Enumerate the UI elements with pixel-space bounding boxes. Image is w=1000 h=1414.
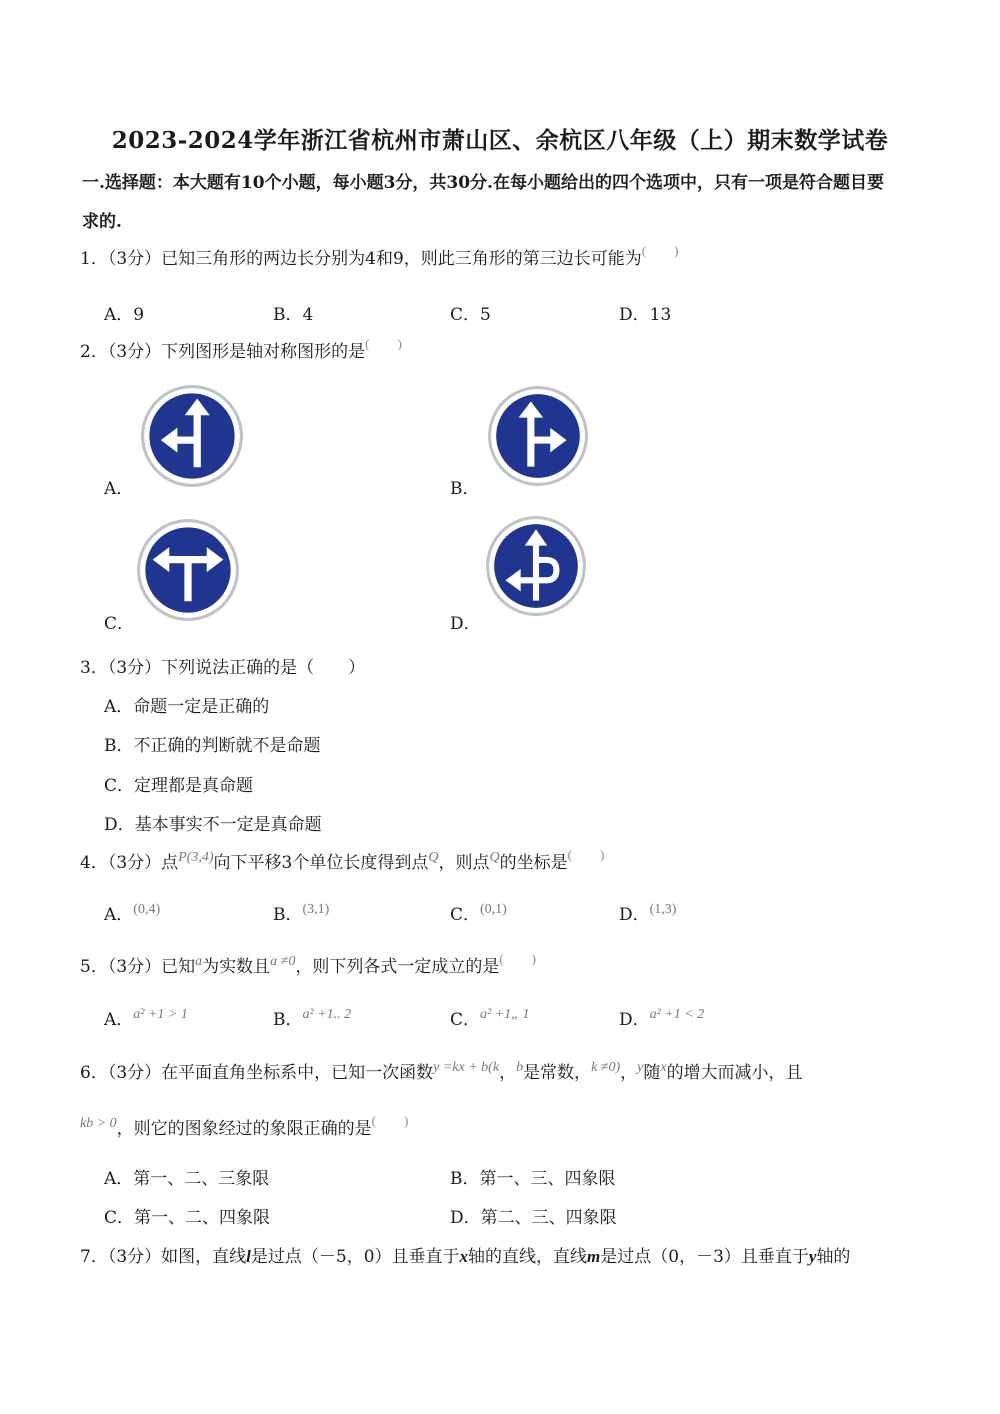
q1-option-c: C．5 — [450, 305, 491, 325]
q7-text-4: 是过点（0，－3）且垂直于 — [600, 1247, 809, 1267]
left-turn-straight-sign-icon — [140, 384, 244, 488]
question-3-stem: 3．（3分）下列说法正确的是（ ） — [80, 658, 366, 678]
option-label: A． — [104, 905, 134, 925]
q6-var-b: b — [516, 1060, 524, 1075]
q6-function: y =kx + b(k — [433, 1060, 500, 1075]
left-right-turn-sign-icon — [136, 518, 240, 622]
q5-text-3: ，则下列各式一定成立的是 — [295, 957, 500, 977]
q5-option-c — [450, 1005, 529, 1030]
option-label: C． — [450, 1010, 481, 1030]
q2-label-b: B． — [450, 479, 480, 499]
option-value: a² +1„ 1 — [480, 1007, 530, 1022]
q1-option-b: B．4 — [273, 305, 314, 325]
q6-option-c: C．第一、二、四象限 — [104, 1208, 271, 1228]
option-label: D． — [619, 1010, 650, 1030]
option-value: (3,1) — [302, 902, 330, 917]
q5-text-2: 为实数且 — [202, 957, 271, 977]
question-2 — [80, 337, 430, 362]
q6-text-5: 随 — [643, 1063, 661, 1083]
q5-option-b — [273, 1005, 351, 1030]
question-2-stem: 2．（3分）下列图形是轴对称图形的是 — [80, 342, 366, 362]
option-label: B． — [273, 905, 303, 925]
page-title: 2023-2024学年浙江省杭州市萧山区、余杭区八年级（上）期末数学试卷 — [111, 127, 889, 154]
q1-option-a: A．9 — [104, 305, 145, 325]
section-heading-line2: 求的. — [82, 212, 122, 232]
q4-point-q-2: Q — [489, 850, 500, 865]
option-value: (1,3) — [649, 902, 677, 917]
q4-text-3: ，则点 — [438, 853, 490, 873]
q7-text-1: 7．（3分）如图，直线 — [80, 1247, 247, 1267]
q4-text-1: 4．（3分）点 — [80, 853, 179, 873]
q4-option-b — [273, 900, 329, 925]
q6-text-4: ， — [620, 1063, 638, 1083]
question-4 — [80, 848, 632, 873]
q7-line-l: l — [246, 1247, 251, 1266]
q6-var-x: x — [660, 1060, 667, 1075]
option-label: C． — [450, 905, 481, 925]
q3-option-a: A．命题一定是正确的 — [104, 697, 270, 717]
question-1 — [80, 244, 706, 269]
q1-option-d: D．13 — [619, 305, 672, 325]
q6-text-2: ， — [499, 1063, 517, 1083]
option-value: a² +1 < 2 — [649, 1007, 705, 1022]
q6-condition-k: k ≠0) — [591, 1060, 621, 1075]
option-value: a² +1.. 2 — [302, 1007, 352, 1022]
answer-paren: () — [567, 847, 633, 862]
q4-option-d — [619, 900, 676, 925]
q7-text-2: 是过点（－5，0）且垂直于 — [250, 1247, 460, 1267]
question-6-line1 — [80, 1058, 803, 1083]
question-6-line2 — [80, 1114, 436, 1139]
q7-text-3: 轴的直线，直线 — [468, 1247, 588, 1267]
option-label: B． — [273, 1010, 303, 1030]
q6-option-d: D．第二、三、四象限 — [450, 1208, 617, 1228]
question-5 — [80, 952, 564, 977]
q2-label-a: A． — [104, 479, 134, 499]
q6-option-b: B．第一、三、四象限 — [450, 1169, 616, 1189]
q2-label-c: C． — [104, 614, 135, 634]
answer-paren: () — [499, 951, 564, 966]
q4-text-4: 的坐标是 — [499, 853, 568, 873]
question-1-stem: 1．（3分）已知三角形的两边长分别为4和9，则此三角形的第三边长可能为 — [80, 249, 642, 269]
q5-condition: a ≠0 — [270, 954, 296, 969]
option-label: D． — [619, 905, 650, 925]
answer-paren: () — [365, 336, 430, 351]
q5-option-d — [619, 1005, 704, 1030]
q5-option-a — [104, 1005, 188, 1030]
q4-option-a — [104, 900, 160, 925]
answer-paren: () — [371, 1113, 437, 1128]
option-value: (0,4) — [133, 902, 161, 917]
q7-line-m: m — [587, 1247, 601, 1266]
q5-var-a: a — [195, 954, 203, 969]
q6-var-y: y — [637, 1060, 644, 1075]
q3-option-c: C．定理都是真命题 — [104, 776, 254, 796]
q6-text-6: 的增大而减小，且 — [666, 1063, 803, 1083]
option-value: (0,1) — [480, 902, 507, 917]
q5-text-1: 5．（3分）已知 — [80, 957, 196, 977]
q7-axis-y: y — [808, 1247, 817, 1266]
q4-point-q: Q — [428, 850, 439, 865]
q4-point-p: P(3,4) — [178, 850, 214, 865]
question-7 — [80, 1242, 850, 1267]
q3-option-d: D．基本事实不一定是真命题 — [104, 815, 322, 835]
q2-label-d: D． — [450, 614, 481, 634]
q3-option-b: B．不正确的判断就不是命题 — [104, 736, 321, 756]
q6-option-a: A．第一、二、三象限 — [104, 1169, 270, 1189]
option-label: A． — [104, 1010, 134, 1030]
q6-text-1: 6．（3分）在平面直角坐标系中，已知一次函数 — [80, 1063, 434, 1083]
option-value: a² +1 > 1 — [133, 1007, 188, 1022]
q6-text-7: ，则它的图象经过的象限正确的是 — [116, 1119, 372, 1139]
q4-text-2: 向下平移3个单位长度得到点 — [213, 853, 429, 873]
answer-paren: () — [641, 243, 707, 258]
straight-left-uturn-sign-icon — [485, 515, 587, 617]
section-heading-line1: 一.选择题：本大题有10个小题，每小题3分，共30分.在每小题给出的四个选项中，只有一项是符合题目要 — [82, 173, 884, 193]
q6-condition-kb: kb > 0 — [80, 1116, 117, 1131]
q7-text-5: 轴的 — [816, 1247, 851, 1267]
q6-text-3: 是常数， — [523, 1063, 592, 1083]
q4-option-c — [450, 900, 507, 925]
q7-axis-x: x — [459, 1247, 469, 1266]
straight-right-turn-sign-icon — [487, 385, 589, 487]
